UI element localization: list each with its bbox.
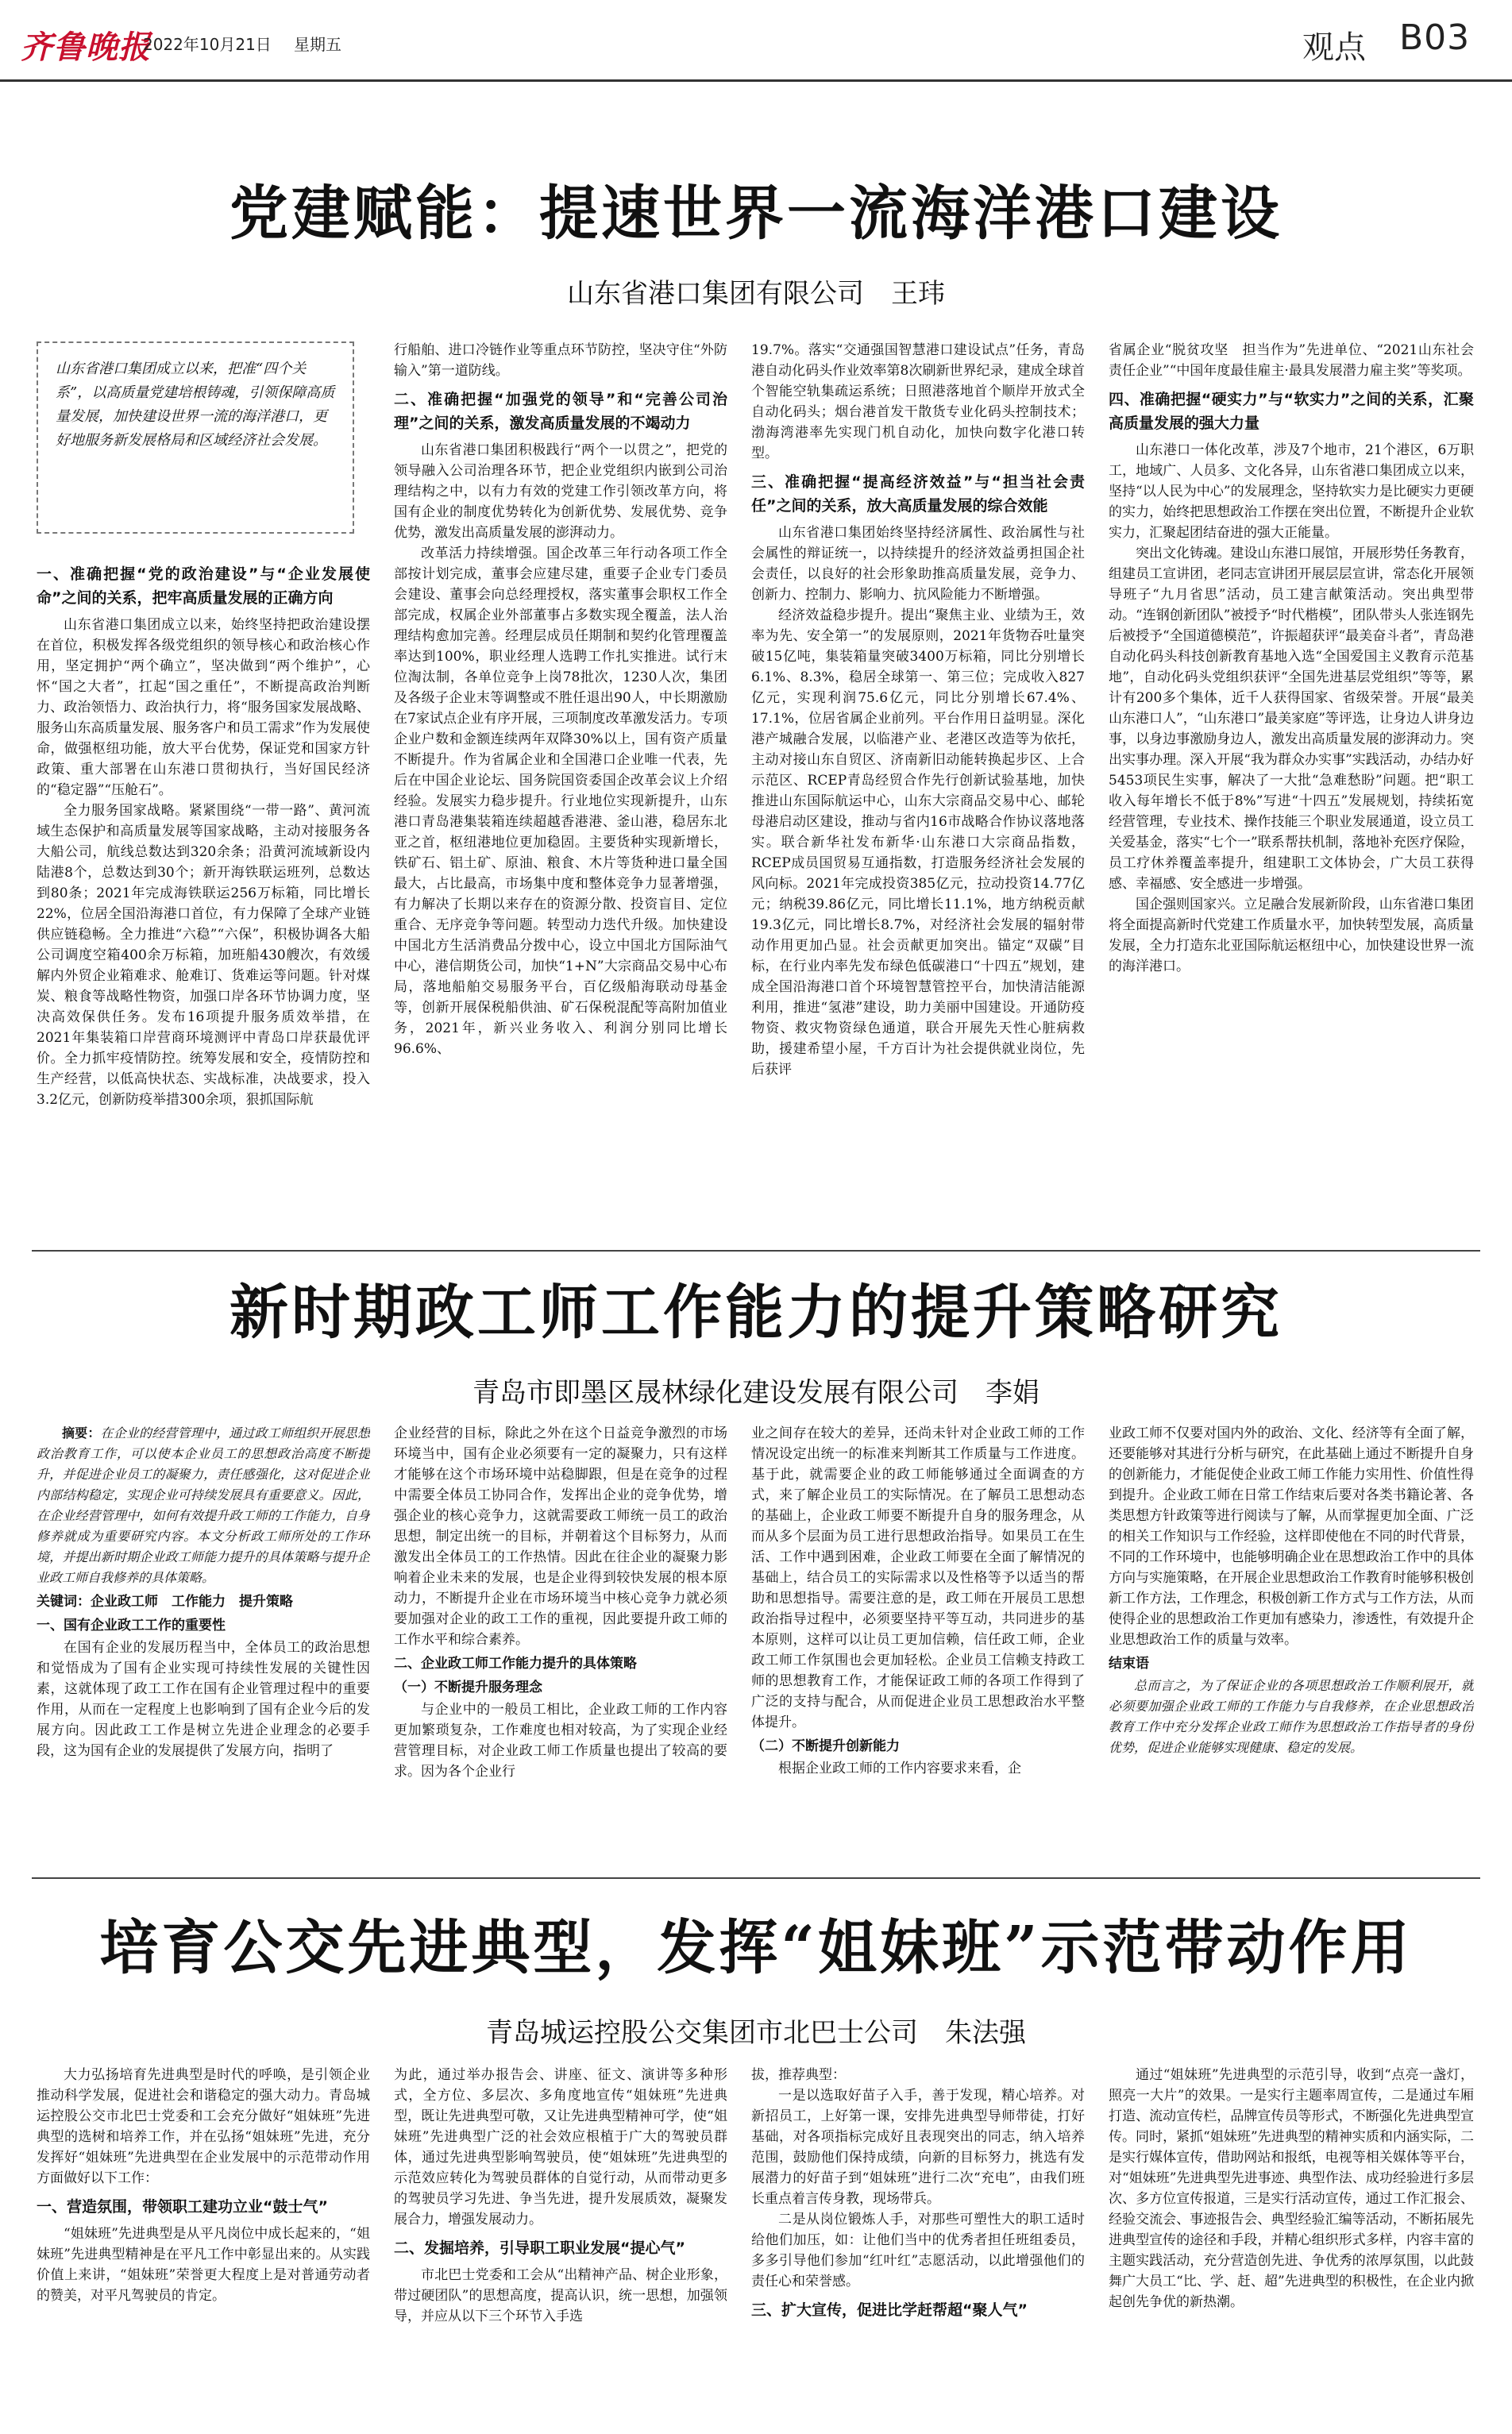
- article1-paragraph: 19.7%。落实“交通强国智慧港口建设试点”任务，青岛港自动化码头作业效率第8次刷新世界纪录，建成全球首个智能空轨集疏运系统；日照港落地首个顺岸开放式全自动化码头；烟台港首发干散货专业化码头控制技术；渤海湾港率先实现门机自动化，加快向数字化港口转型。: [751, 342, 1085, 461]
- article1-lead: 山东省港口集团成立以来，把准“四个关系”，以高质量党建培根铸魂，引领保障高质量发展，加快建设世界一流的海洋港口，更好地服务新发展格局和区域经济社会发展。: [56, 361, 335, 449]
- article1-paragraph: 经济效益稳步提升。提出“聚焦主业、业绩为王，效率为先、安全第一”的发展原则，2021年货物吞吐量突破15亿吨，集装箱量突破3400万标箱，同比分别增长6.1%、8.3%，稳居全球第一、第三位；完成收入827亿元，实现利润75.6亿元，同比分别增长67.4%、17.1%，位居省属企业前列。平台作用日益明显。深化港产城融合发展，以临港产业、老港区改造等为依托，主动对接山东自贸区、济南新旧动能转换起步区、上合示范区、RCEP青岛经贸合作先行创新试验基地，加快推进山东国际航运中心，山东大宗商品交易中心、邮轮母港启动区建设，推动与省内16市战略合作协议落地落实。联合新华社发布新华·山东港口大宗商品指数，RCEP成员国贸易互通指数，打造服务经济社会发展的风向标。2021年完成投资385亿元，拉动投资14.77亿元；纳税39.86亿元，同比增长11.1%，地方纳税贡献19.3亿元，同比增长8.7%，对经济社会发展的辐射带动作用更加凸显。社会贡献更加突出。锚定“双碳”目标，在行业内率先发布绿色低碳港口“十四五”规划，建成全国沿海港口首个环境智慧管控平台，加快清洁能源利用，推进“氢港”建设，助力美丽中国建设。开通防疫物资、救灾物资绿色通道，联合开展先天性心脏病救助，援建希望小屋，千方百计为社会提供就业岗位，先后获评: [751, 608, 1085, 1078]
- article1-column-4: [1109, 340, 1474, 1239]
- page-number: B03: [1399, 17, 1471, 58]
- article1-paragraph: 山东省港口集团积极践行“两个一以贯之”，把党的领导融入公司治理各环节，把企业党组织内嵌到公司治理结构之中，以有力有效的党建工作引领改革方向，将国有企业的制度优势转化为创新优势、发展优势、竞争优势，激发出高质量发展的澎湃动力。: [394, 442, 727, 541]
- issue-date: 2022年10月21日: [143, 35, 272, 54]
- article1-paragraph: 改革活力持续增强。国企改革三年行动各项工作全部按计划完成，董事会应建尽建，重要子企业专门委员会建设、董事会向总经理授权，落实董事会职权工作全部完成，权属企业外部董事占多数实现全覆盖，法人治理结构愈加完善。经理层成员任期制和契约化管理覆盖率达到100%，职业经理人选聘工作扎实推进。试行末位淘汰制，各单位竞争上岗78批次，1230人次，集团及各级子企业末等调整或不胜任退出90人，中长期激励在7家试点企业有序开展，三项制度改革激发活力。专项企业户数和金额连续两年双降30%以上，国有资产质量不断提升。作为省属企业和全国港口企业唯一代表，先后在中国企业论坛、国务院国资委国企改革会议上介绍经验。发展实力稳步提升。行业地位实现新提升，山东港口青岛港集装箱连续超越香港港、釜山港，稳居东北亚之首，枢纽港地位更加稳固。主要货种实现新增长，铁矿石、铝土矿、原油、粮食、木片等货种进口量全国最大，占比最高，市场集中度和整体竞争力显著增强，有力解决了长期以来存在的资源分散、投资盲目、定位重合、无序竞争等问题。转型动力迭代升级。加快建设中国北方生活消费品分拨中心，设立中国北方国际油气中心，港信期货公司，加快“1+N”大宗商品交易中心布局，落地船舶交易服务平台，百亿级船海联动母基金等，创新开展保税船供油、矿石保税混配等高附加值业务，2021年，新兴业务收入、利润分别同比增长96.6%、: [394, 546, 727, 1057]
- article1-heading-3: 三、准确把握“提高经济效益”与“担当社会责任”之间的关系，放大高质量发展的综合效能: [751, 473, 1085, 515]
- article3-paragraph: 通过“姐妹班”先进典型的示范引导，收到“点亮一盏灯，照亮一大片”的效果。一是实行主题率周宣传，二是通过车厢打造、流动宣传栏，品牌宣传员等形式，不断强化先进典型宣传。同时，紧抓“姐妹班”先进典型的精神实质和内涵实际，二是实行媒体宣传，借助网站和报纸，电视等相关媒体等平台，对“姐妹班”先进典型先进事迹、典型作法、成功经验进行多层次、多方位宣传报道，三是实行活动宣传，通过工作汇报会、经验交流会、事迹报告会、典型经验汇编等活动，不断拓展先进典型宣传的途径和手段，并精心组织形式多样，内容丰富的主题实践活动，充分营造创先进、争优秀的浓厚氛围，以此鼓舞广大员工“比、学、赶、超”先进典型的积极性，在企业内掀起创先争优的新热潮。: [1109, 2067, 1474, 2310]
- section-name: 观点: [1302, 29, 1366, 66]
- article3-heading-1: 一、营造氛围，带领职工建功立业“鼓士气”: [37, 2198, 328, 2216]
- article2-column-1: [37, 1423, 370, 1868]
- article2-abstract: [37, 1423, 370, 1588]
- article2-conclusion: 总而言之，为了保证企业的各项思想政治工作顺利展开，就必须要加强企业政工师的工作能力与自我修养，在企业思想政治教育工作中充分发挥企业政工师作为思想政治工作指导者的身份优势，促进企业能够实现健康、稳定的发展。: [1109, 1678, 1474, 1755]
- keywords-label: 关键词：: [37, 1594, 91, 1610]
- keywords-text: 企业政工师 工作能力 提升策略: [91, 1594, 293, 1610]
- article2-paragraph: 业之间存在较大的差异，还尚未针对企业政工师的工作情况设定出统一的标准来判断其工作质量与工作进度。基于此，就需要企业的政工师能够通过全面调查的方式，来了解企业员工的实际情况。在了解员工思想动态的基础上，企业政工师要不断提升自身的服务理念，从而从多个层面为员工进行思想政治指导。如果员工在生活、工作中遇到困难，企业政工师要在全面了解情况的基础上，结合员工的实际需求以及性格等予以适当的帮助和思想指导。需要注意的是，政工师在开展员工思想政治指导过程中，必须要坚持平等互动，共同进步的基本原则，这样可以让员工更加信赖，信任政工师，企业政工师工作氛围也会更加轻松。企业员工信赖支持政工师的思想教育工作，才能保证政工师的各项工作得到了广泛的支持与配合，从而促进企业员工思想政治水平整体提升。: [751, 1425, 1085, 1730]
- article3-column-3: [751, 2065, 1085, 2426]
- article-divider: [32, 1250, 1480, 1252]
- newspaper-logo: 齐鲁晚报: [21, 29, 151, 66]
- article1-paragraph: 国企强则国家兴。立足融合发展新阶段，山东省港口集团将全面提高新时代党建工作质量水平，加快转型发展，高质量发展，全力打造东北亚国际航运枢纽中心，加快建设世界一流的海洋港口。: [1109, 897, 1474, 974]
- article1-headline: 党建赋能：提速世界一流海洋港口建设: [230, 179, 1282, 248]
- article3-paragraph: “姐妹班”先进典型是从平凡岗位中成长起来的，“姐妹班”先进典型精神是在平凡工作中彰显出来的。从实践价值上来讲，“姐妹班”荣誉更大程度上是对普通劳动者的赞美，对平凡驾驶员的肯定。: [37, 2226, 370, 2304]
- article3-paragraph: 市北巴士党委和工会从“出精神产品、树企业形象，带过硬团队”的思想高度，提高认识，统一思想，加强领导，并应从以下三个环节入手选: [394, 2267, 727, 2324]
- article1-column-1: [37, 556, 370, 1239]
- article2-paragraph: 企业经营的目标，除此之外在这个日益竞争激烈的市场环境当中，国有企业必须要有一定的凝聚力，只有这样才能够在这个市场环境中站稳脚跟，但是在竞争的过程中需要全体员工协同合作，发挥出企业的竞争优势，增强企业的核心竞争力，这就需要政工师统一员工的政治思想，制定出统一的目标，并朝着这个目标努力，从而激发出全体员工的工作热情。因此在往企业的凝聚力影响着企业未来的发展，也是企业得到较快发展的根本原动力，不断提升企业在市场环境当中核心竞争力就必须要加强对企业的政工工作的重视，因此要提升政工师的工作水平和综合素养。: [394, 1425, 727, 1648]
- article2-subheading-2: （二）不断提升创新能力: [751, 1738, 900, 1754]
- article2-byline: 青岛市即墨区晟林绿化建设发展有限公司 李娟: [472, 1377, 1040, 1409]
- abstract-label: 摘要：: [62, 1425, 101, 1441]
- article1-paragraph: 全力服务国家战略。紧紧围绕“一带一路”、黄河流域生态保护和高质量发展等国家战略，主动对接服务各大船公司，航线总数达到320余条；沿黄河流域新设内陆港8个，总数达到30个；新开海铁联运班列，总数达到80条；2021年完成海铁联运256万标箱，同比增长22%，位居全国沿海港口首位，有力保障了全球产业链供应链稳畅。全力推进“六稳”“六保”，积极协调各大船公司调度空箱400余万标箱，加班船430艘次，有效缓解内外贸企业箱难求、舱难订、货难运等问题。针对煤炭、粮食等战略性物资，加强口岸各环节协调力度，坚决高效保供任务。发布16项提升服务质效举措，在2021年集装箱口岸营商环境测评中青岛口岸获最优评价。全力抓牢疫情防控。统筹发展和安全，疫情防控和生产经营，以低高快状态、实战标准，决战要求，投入3.2亿元，创新防疫举措300余项，狠抓国际航: [37, 803, 370, 1108]
- article3-heading-3: 三、扩大宣传，促进比学赶帮超“聚人气”: [751, 2301, 1028, 2319]
- article2-column-4: [1109, 1423, 1474, 1868]
- article2-column-2: [394, 1423, 727, 1868]
- article2-headline: 新时期政工师工作能力的提升策略研究: [230, 1279, 1282, 1347]
- article2-heading-1: 一、国有企业政工工作的重要性: [37, 1618, 226, 1634]
- issue-weekday: 星期五: [294, 35, 341, 54]
- article2-paragraph: 在国有企业的发展历程当中，全体员工的政治思想和觉悟成为了国有企业实现可持续性发展的关键性因素，这就体现了政工工作在国有企业管理过程中的重要作用，从而在一定程度上也影响到了国有企业今后的发展方向。因此政工工作是树立先进企业理念的必要手段，这为国有企业的发展提供了发展方向，指明了: [37, 1640, 370, 1759]
- article2-conclusion-heading: 结束语: [1109, 1656, 1149, 1672]
- article1-column-3: [751, 340, 1085, 1239]
- article2-column-3: [751, 1423, 1085, 1868]
- article1-byline: 山东省港口集团有限公司 王玮: [567, 278, 945, 310]
- article1-paragraph: 突出文化铸魂。建设山东港口展馆，开展形势任务教育，组建员工宣讲团，老同志宣讲团开展层层宣讲，常态化开展领导班子“九月省思”活动，员工建言献策活动。突出典型带动。“连钢创新团队”被授予“时代楷模”，团队带头人张连钢先后被授予“全国道德模范”，许振超获评“最美奋斗者”，青岛港自动化码头科技创新教育基地入选“全国爱国主义教育示范基地”，自动化码头党组织获评“全国先进基层党组织”等等，累计有200多个集体，近千人获得国家、省级荣誉。开展“最美山东港口人”，“山东港口”最美家庭”等评选，让身边人讲身边事，以身边事激励身边人，激发出高质量发展的澎湃动力。突出实事办理。深入开展“我为群众办实事”实践活动，办结办好5453项民生实事，解决了一大批“急难愁盼”问题。把“职工收入每年增长不低于8%”写进“十四五”发展规划，持续拓宽经营管理，专业技术、操作技能三个职业发展通道，设立员工关爱基金，落实“七个一”联系帮扶机制，落地补充医疗保险，员工疗休养覆盖率提升，组建职工文体协会，广大员工获得感、幸福感、安全感进一步增强。: [1109, 546, 1474, 892]
- article1-column-2: [394, 340, 727, 1239]
- article-political-worker: [0, 1255, 1512, 1874]
- article1-paragraph: 山东省港口集团成立以来，始终坚持把政治建设摆在首位，积极发挥各级党组织的领导核心和政治核心作用，坚定拥护“两个确立”，坚决做到“两个维护”，心怀“国之大者”，扛起“国之重任”，不断提高政治判断力、政治领悟力、政治执行力，将“服务国家发展战略、服务山东高质量发展、服务客户和员工需求”作为发展使命，做强枢纽功能，放大平台优势，保证党和国家方针政策、重大部署在山东港口贯彻执行，当好国民经济的“稳定器”“压舱石”。: [37, 617, 370, 798]
- article2-paragraph: 业政工师不仅要对国内外的政治、文化、经济等有全面了解，还要能够对其进行分析与研究，在此基础上通过不断提升自身的创新能力，才能促使企业政工师工作能力实用性、价值性得到提升。企业政工师在日常工作结束后要对各类书籍论著、各类思想方针政策等进行阅读与了解，从而掌握更加全面、广泛的相关工作知识与工作经验，这样即使他在不同的时代背景，不同的工作环境中，也能够明确企业在思想政治工作中的具体方向与实施策略，在开展企业思想政治工作教育时能够积极创新工作方法，工作理念，积极创新工作方式与工作方法，从而使得企业的思想政治工作更加有感染力，渗透性，有效提升企业思想政治工作的质量与效率。: [1109, 1425, 1474, 1648]
- article1-heading-4: 四、准确把握“硬实力”与“软实力”之间的关系，汇聚高质量发展的强大力量: [1109, 391, 1474, 432]
- article-divider: [32, 1877, 1480, 1879]
- article1-paragraph: 山东省港口集团始终坚持经济属性、政治属性与社会属性的辩证统一，以持续提升的经济效益勇担国企社会责任，以良好的社会形象助推高质量发展，竞争力、创新力、控制力、影响力、抗风险能力不断增强。: [751, 525, 1085, 603]
- article2-paragraph: 与企业中的一般员工相比，企业政工师的工作内容更加繁琐复杂，工作难度也相对较高，为了实现企业经营管理目标，对企业政工师工作质量也提出了较高的要求。因为各个企业行: [394, 1702, 727, 1780]
- article3-paragraph: 二是从岗位锻炼人手，对那些可塑性大的职工适时给他们加压，如：让他们当中的优秀者担任班组委员，多多引导他们参加“红叶红”志愿活动，以此增强他们的责任心和荣誉感。: [751, 2212, 1085, 2289]
- article3-byline: 青岛城运控股公交集团市北巴士公司 朱法强: [486, 2017, 1026, 2049]
- article1-paragraph: 行船舶、进口冷链作业等重点环节防控，坚决守住“外防输入”第一道防线。: [394, 342, 727, 379]
- article3-paragraph: 为此，通过举办报告会、讲座、征文、演讲等多种形式，全方位、多层次、多角度地宣传“姐妹班”先进典型，既让先进典型可敬，又让先进典型精神可学，使“姐妹班”先进典型广泛的社会效应根植于广大的驾驶员群体，通过先进典型影响驾驶员，使“姐妹班”先进典型的示范效应转化为驾驶员群体的自觉行动，从而带动更多的驾驶员学习先进、争当先进，提升发展质效，凝聚发展合力，增强发展动力。: [394, 2067, 727, 2228]
- article3-headline: 培育公交先进典型，发挥“姐妹班”示范带动作用: [99, 1914, 1413, 1982]
- article3-column-1: [37, 2065, 370, 2426]
- article1-lead-box: [37, 341, 354, 534]
- article1-paragraph: 山东港口一体化改革，涉及7个地市，21个港区，6万职工，地域广、人员多、文化各异，山东省港口集团成立以来，坚持“以人民为中心”的发展理念，坚持软实力是比硬实力更硬的实力，始终把思想政治工作摆在突出位置，不断提升企业软实力，汇聚起团结奋进的强大正能量。: [1109, 442, 1474, 541]
- article3-paragraph: 拔，推荐典型：: [751, 2067, 846, 2083]
- article3-paragraph: 一是以选取好苗子入手，善于发现，精心培养。对新招员工，上好第一课，安排先进典型导师带徒，打好基础，对各项指标完成好且表现突出的同志，纳入培养范围，鼓励他们保持成绩，向新的目标努力，挑选有发展潜力的好苗子到“姐妹班”进行二次“充电”，由我们班长重点着言传身教，现场带兵。: [751, 2088, 1085, 2207]
- article2-subheading-1: （一）不断提升服务理念: [394, 1680, 542, 1695]
- article1-heading-1: 一、准确把握“党的政治建设”与“企业发展使命”之间的关系，把牢高质量发展的正确方向: [37, 565, 370, 607]
- article3-column-2: [394, 2065, 727, 2426]
- article3-heading-2: 二、发掘培养，引导职工职业发展“提心气”: [394, 2239, 685, 2257]
- article-sisters-team: [0, 1882, 1512, 2430]
- article1-paragraph: 省属企业“脱贫攻坚 担当作为”先进单位、“2021山东社会责任企业”“中国年度最佳雇主·最具发展潜力雇主奖”等奖项。: [1109, 342, 1474, 379]
- article1-heading-2: 二、准确把握“加强党的领导”和“完善公司治理”之间的关系，激发高质量发展的不竭动力: [394, 391, 727, 432]
- article3-paragraph: 大力弘扬培育先进典型是时代的呼唤，是引领企业推动科学发展，促进社会和谐稳定的强大动力。青岛城运控股公交市北巴士党委和工会充分做好“姐妹班”先进典型的选树和培养工作，并在弘扬“姐妹班”先进，充分发挥好“姐妹班”先进典型在企业发展中的示范带动作用方面做好以下工作：: [37, 2067, 370, 2186]
- article3-column-4: [1109, 2065, 1474, 2426]
- abstract-text: 在企业的经营管理中，通过政工师组织开展思想政治教育工作，可以使本企业员工的思想政治高度不断提升，并促进企业员工的凝聚力，责任感强化，这对促进企业内部结构稳定，实现企业可持续发展具有重要意义。因此，在企业经营管理中，如何有效提升政工师的工作能力，自身修养就成为重要研究内容。本文分析政工师所处的工作环境，并提出新时期企业政工师能力提升的具体策略与提升企业政工师自我修养的具体策略。: [37, 1425, 370, 1585]
- article2-heading-2: 二、企业政工师工作能力提升的具体策略: [394, 1656, 637, 1672]
- article2-keywords: [37, 1591, 370, 1612]
- article2-paragraph: 根据企业政工师的工作内容要求来看，企: [778, 1761, 1021, 1776]
